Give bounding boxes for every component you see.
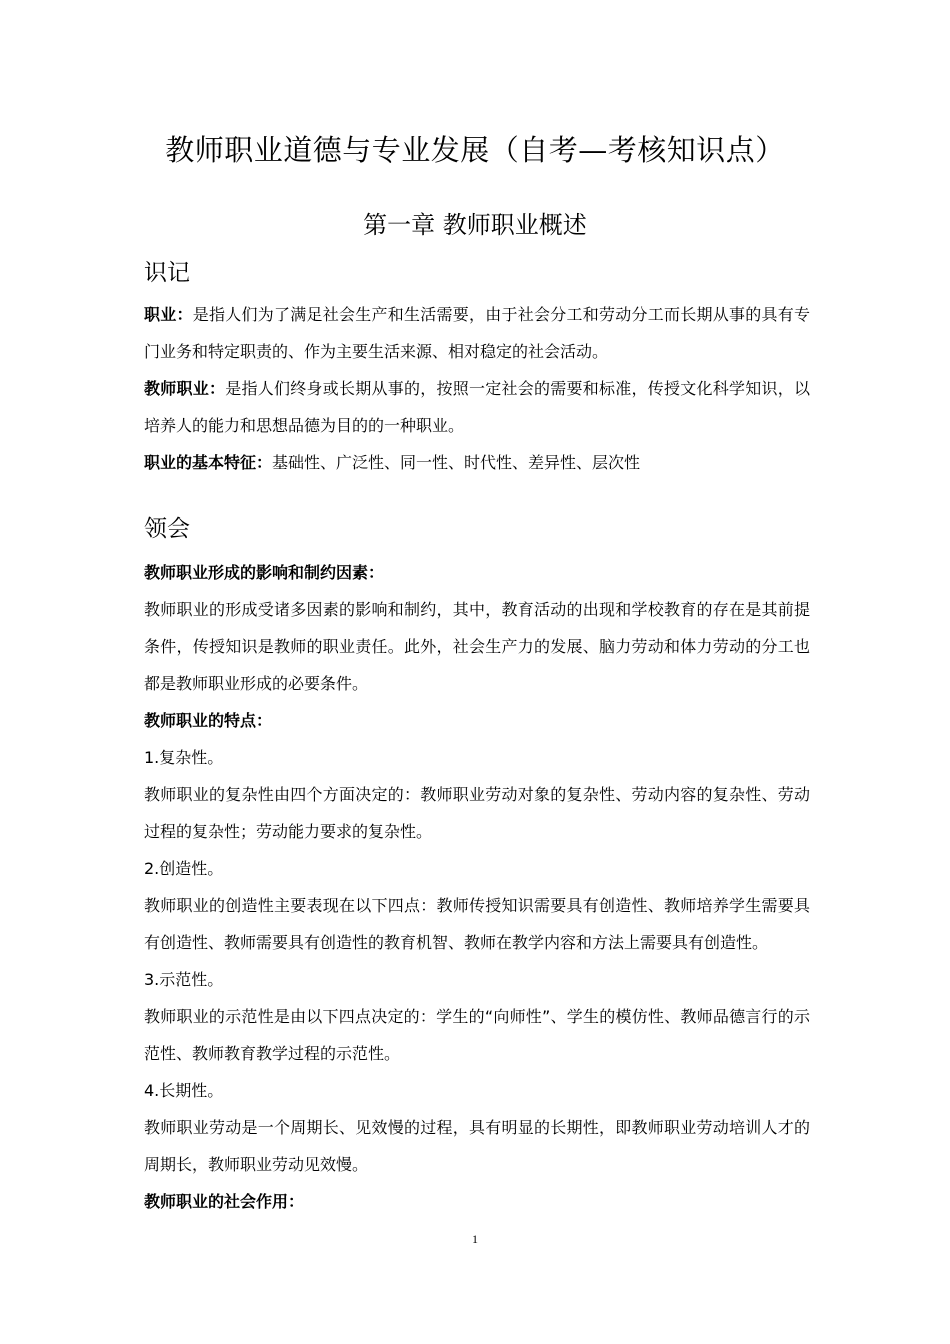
chapter-heading: 第一章 教师职业概述 [363, 211, 587, 239]
feature-text: 教师职业的复杂性由四个方面决定的：教师职业劳动对象的复杂性、劳动内容的复杂性、劳动过程的复杂性；劳动能力要求的复杂性。 [144, 785, 810, 841]
comprehend-block [144, 554, 810, 1220]
feature-text: 教师职业的示范性是由以下四点决定的：学生的“向师性”、学生的模仿性、教师品德言行的示范性、教师教育教学过程的示范性。 [144, 1007, 810, 1063]
feature-label: 3.示范性。 [144, 970, 224, 989]
section-heading-recall: 识记 [144, 260, 190, 286]
definition-teacher-occupation [144, 370, 810, 444]
paragraph-factors: 教师职业的形成受诸多因素的影响和制约，其中，教育活动的出现和学校教育的存在是其前提条件，传授知识是教师的职业责任。此外，社会生产力的发展、脑力劳动和体力劳动的分工也都是教师职业形成的必要条件。 [144, 600, 810, 693]
feature-label: 2.创造性。 [144, 859, 224, 878]
recall-block [144, 296, 810, 481]
definition-occupation [144, 296, 810, 370]
section-heading-comprehend: 领会 [144, 516, 190, 542]
heading-features: 教师职业的特点： [144, 711, 273, 730]
document-title: 教师职业道德与专业发展（自考—考核知识点） [165, 133, 785, 167]
feature-label: 4.长期性。 [144, 1081, 224, 1100]
term-text: 是指人们终身或长期从事的，按照一定社会的需要和标准，传授文化科学知识，以培养人的能力和思想品德为目的的一种职业。 [144, 379, 810, 435]
page-number: 1 [472, 1232, 478, 1246]
feature-text: 教师职业的创造性主要表现在以下四点：教师传授知识需要具有创造性、教师培养学生需要具有创造性、教师需要具有创造性的教育机智、教师在教学内容和方法上需要具有创造性。 [144, 896, 810, 952]
heading-social-role: 教师职业的社会作用： [144, 1192, 305, 1211]
term-label: 职业的基本特征： [144, 453, 273, 472]
feature-text: 教师职业劳动是一个周期长、见效慢的过程，具有明显的长期性，即教师职业劳动培训人才的周期长，教师职业劳动见效慢。 [144, 1118, 810, 1174]
heading-factors: 教师职业形成的影响和制约因素： [144, 563, 385, 582]
feature-label: 1.复杂性。 [144, 748, 224, 767]
definition-basic-features [144, 444, 810, 481]
term-text: 基础性、广泛性、同一性、时代性、差异性、层次性 [272, 453, 641, 472]
term-text: 是指人们为了满足社会生产和生活需要，由于社会分工和劳动分工而长期从事的具有专门业务和特定职责的、作为主要生活来源、相对稳定的社会活动。 [144, 305, 810, 361]
term-label: 职业： [144, 305, 193, 324]
term-label: 教师职业： [144, 379, 226, 398]
